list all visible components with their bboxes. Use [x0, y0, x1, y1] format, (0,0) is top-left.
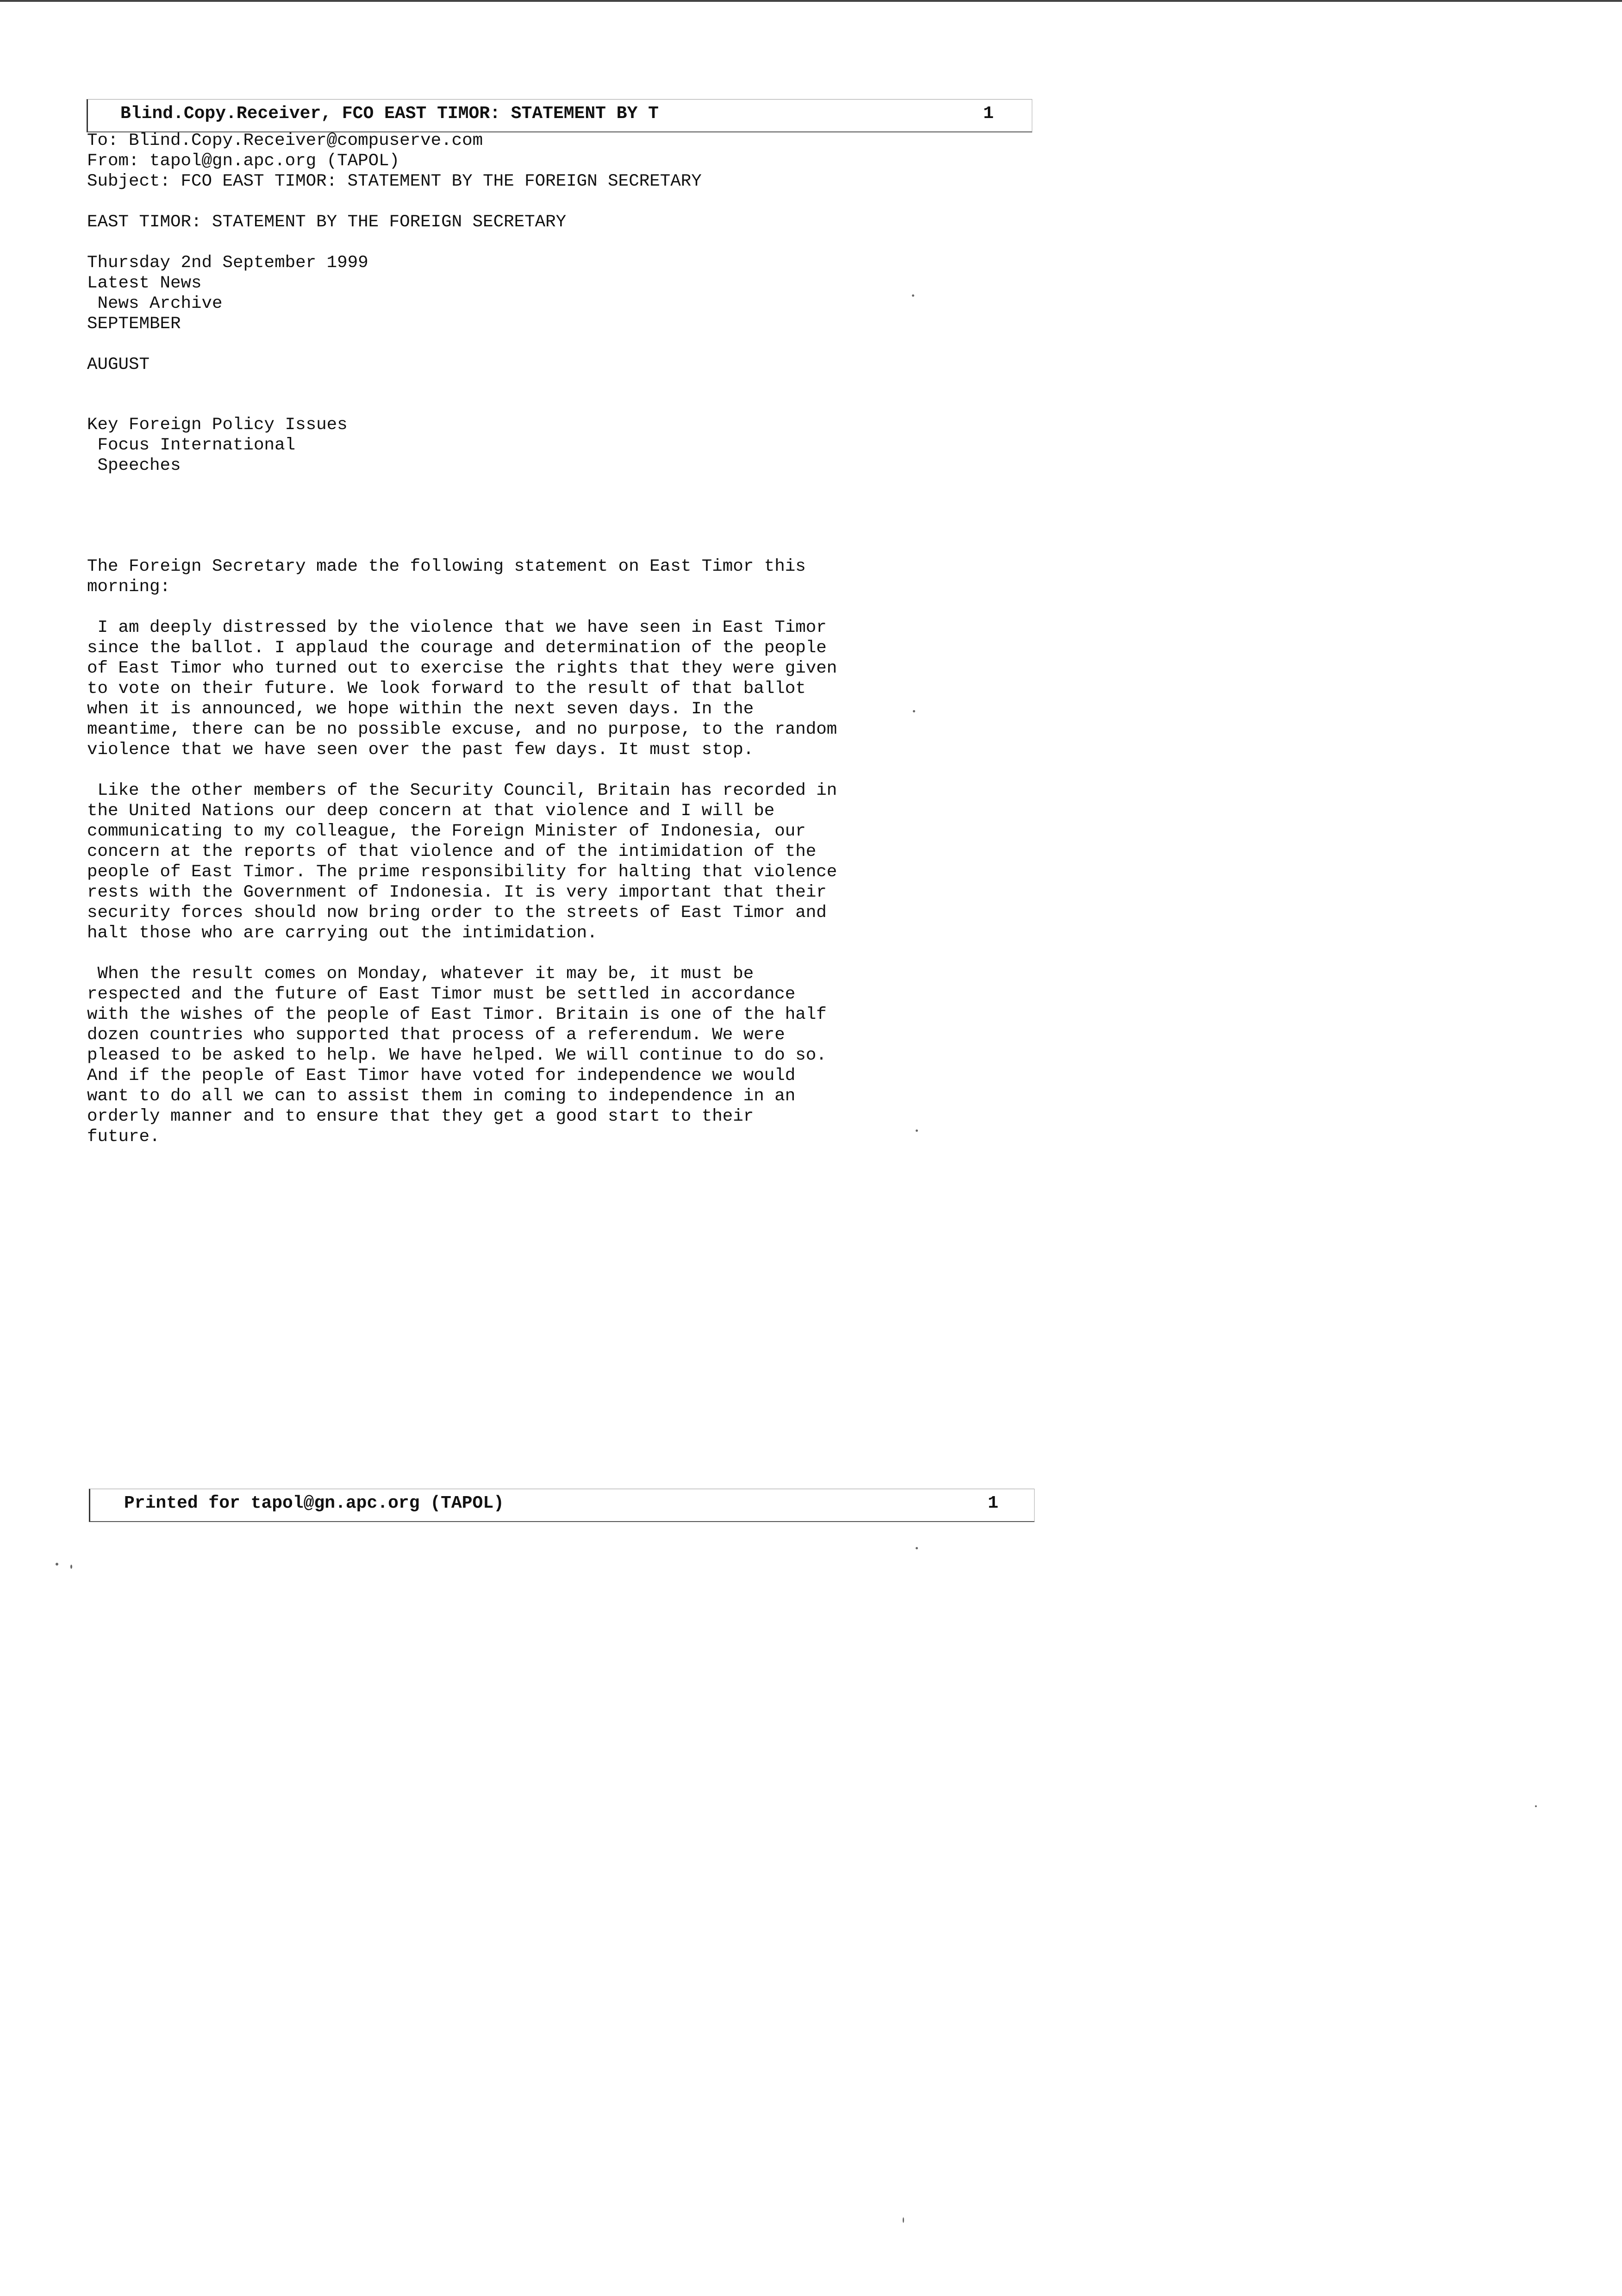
- print-header-page-number: 1: [983, 104, 994, 124]
- statement-date: Thursday 2nd September 1999: [87, 253, 368, 273]
- statement-intro: The Foreign Secretary made the following statement on East Timor this morning:: [87, 557, 806, 597]
- print-footer-page-number: 1: [988, 1493, 998, 1513]
- nav-speeches: Speeches: [87, 456, 181, 475]
- nav-september: SEPTEMBER: [87, 314, 181, 334]
- email-from: From: tapol@gn.apc.org (TAPOL): [87, 151, 400, 171]
- email-to: To: Blind.Copy.Receiver@compuserve.com: [87, 131, 483, 150]
- statement-paragraph-2: Like the other members of the Security Council, Britain has recorded in the United Nations our deep concern at that violence and I will be communicating to my colleague, the Foreign Minister of Indonesia, our concern at the reports of that violence and of the intimidation of the people of East Timor. The prime responsibility for halting that violence rests with the Government of Indonesia. It is very important that their security forces should now bring order to the streets of East Timor and halt those who are carrying out the intimidation.: [87, 781, 837, 943]
- statement-paragraph-3: When the result comes on Monday, whatever it may be, it must be respected and the future of East Timor must be settled in accordance with the wishes of the people of East Timor. Britain is one of the half dozen countries who supported that process of a referendum. We were pleased to be asked to help. We have helped. We will continue to do so. And if the people of East Timor have voted for independence we would want to do all we can to assist them in coming to independence in an orderly manner and to ensure that they get a good start to their future.: [87, 964, 827, 1147]
- nav-news-archive: News Archive: [87, 294, 223, 313]
- nav-latest-news: Latest News: [87, 274, 202, 293]
- nav-key-issues: Key Foreign Policy Issues: [87, 415, 348, 435]
- scan-speck: [1535, 1805, 1537, 1807]
- email-subject: Subject: FCO EAST TIMOR: STATEMENT BY THE FOREIGN SECRETARY: [87, 172, 702, 191]
- statement-paragraph-1: I am deeply distressed by the violence that we have seen in East Timor since the ballot. I applaud the courage and determination of the people of East Timor who turned out to exercise the rights that they were given to vote on their future. We look forward to the result of that ballot when it is announced, we hope within the next seven days. In the meantime, there can be no possible excuse, and no purpose, to the random violence that we have seen over the past few days. It must stop.: [87, 618, 837, 760]
- scan-speck: [916, 1129, 918, 1132]
- scan-speck: [916, 1547, 918, 1549]
- statement-heading: EAST TIMOR: STATEMENT BY THE FOREIGN SECRETARY: [87, 212, 567, 232]
- scan-top-edge: [0, 0, 1622, 2]
- nav-focus-international: Focus International: [87, 436, 296, 455]
- print-footer-text: Printed for tapol@gn.apc.org (TAPOL): [124, 1493, 504, 1513]
- scan-speck: [913, 710, 915, 712]
- scan-speck: [70, 1565, 72, 1569]
- print-header-title: Blind.Copy.Receiver, FCO EAST TIMOR: STATEMENT BY T: [120, 104, 659, 124]
- nav-august: AUGUST: [87, 355, 150, 374]
- scan-speck: [903, 2217, 904, 2223]
- scan-speck: [56, 1563, 58, 1566]
- scan-speck: [912, 294, 914, 297]
